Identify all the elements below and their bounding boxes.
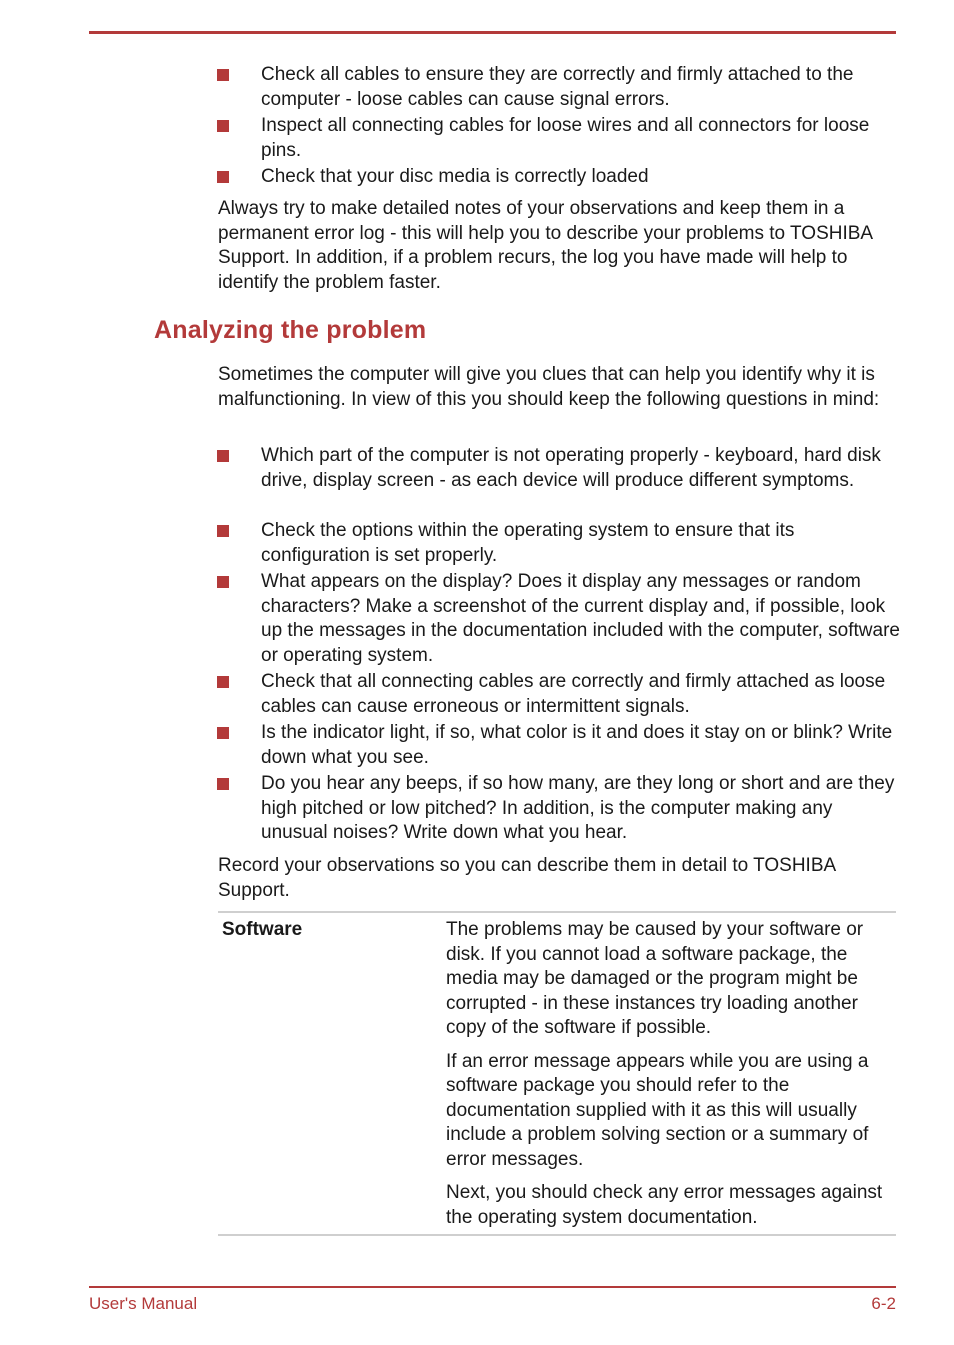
bullet-square-icon — [217, 69, 229, 81]
list-item: Check that all connecting cables are correctly and firmly attached as loose cables can cause erroneous or intermittent signals. — [261, 670, 901, 719]
table-paragraph: Next, you should check any error messages against the operating system documentation. — [446, 1182, 883, 1228]
bullet-square-icon — [217, 120, 229, 132]
table-label: Software — [222, 919, 303, 940]
bullet-square-icon — [217, 778, 229, 790]
record-paragraph: Record your observations so you can describe them in detail to TOSHIBA Support. — [218, 855, 836, 901]
bullet-square-icon — [217, 576, 229, 588]
bullet-square-icon — [217, 171, 229, 183]
list-item: Which part of the computer is not operating properly - keyboard, hard disk drive, display screen - as each device will produce different symptoms. — [261, 444, 901, 493]
bullet-square-icon — [217, 727, 229, 739]
table-paragraph: The problems may be caused by your software or disk. If you cannot load a software package, the media may be damaged or the program might be corrupted - in these instances try loading another copy of the software if possible. — [446, 919, 864, 1038]
list-item: What appears on the display? Does it display any messages or random characters? Make a screenshot of the current display and, if possible, look up the messages in the documentation included with the computer, software or operating system. — [261, 570, 901, 668]
list-item: Do you hear any beeps, if so how many, are they long or short and are they high pitched or low pitched? In addition, is the computer making any unusual noises? Write down what you hear. — [261, 772, 901, 846]
section-heading: Analyzing the problem — [154, 316, 427, 344]
intro-paragraph: Sometimes the computer will give you clues that can help you identify why it is malfunctioning. In view of this you should keep the following questions in mind: — [218, 364, 880, 410]
bullet-square-icon — [217, 525, 229, 537]
list-item: Inspect all connecting cables for loose wires and all connectors for loose pins. — [261, 114, 901, 163]
table-paragraph: If an error message appears while you are using a software package you should refer to the documentation supplied with it as this will usually include a problem solving section or a summary of error messages. — [446, 1050, 869, 1170]
list-item: Check all cables to ensure they are correctly and firmly attached to the computer - loose cables can cause signal errors. — [261, 63, 901, 112]
software-table — [218, 911, 896, 1236]
list-item: Check the options within the operating system to ensure that its configuration is set properly. — [261, 519, 901, 568]
footer-rule — [89, 1286, 896, 1288]
header-rule — [89, 31, 896, 34]
notes-paragraph: Always try to make detailed notes of your observations and keep them in a permanent error log - this will help you to describe your problems to TOSHIBA Support. In addition, if a problem recurs, the log you have made will help to identify the problem faster. — [218, 198, 873, 293]
bullet-square-icon — [217, 450, 229, 462]
bullet-square-icon — [217, 676, 229, 688]
table-description — [446, 918, 896, 1239]
list-item: Is the indicator light, if so, what color is it and does it stay on or blink? Write down what you see. — [261, 721, 901, 770]
list-item: Check that your disc media is correctly loaded — [261, 165, 901, 190]
footer-manual-title: User's Manual — [89, 1294, 198, 1313]
footer-page-number: 6-2 — [871, 1294, 896, 1313]
